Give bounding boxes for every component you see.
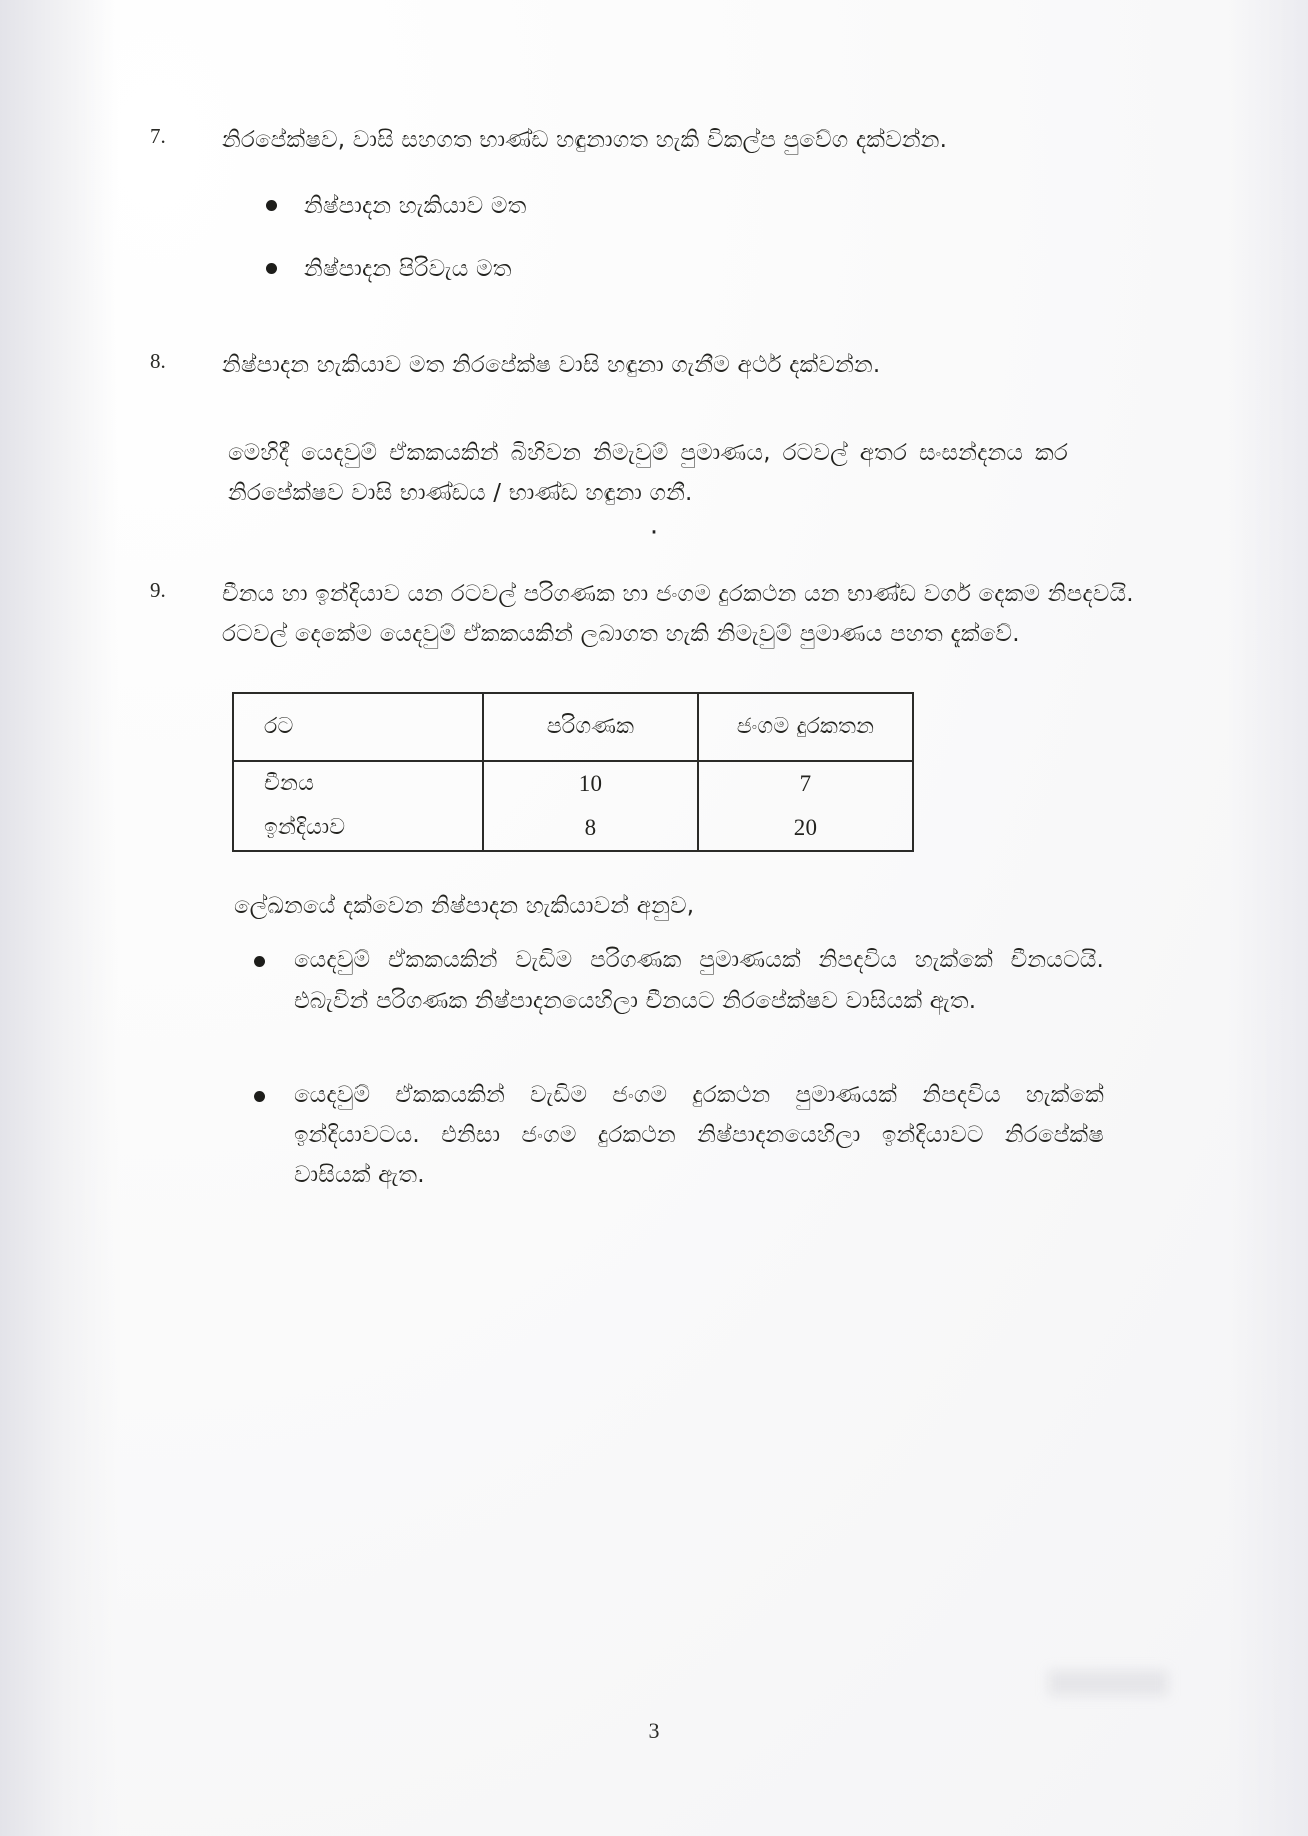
after-table-intro: ලේඛනයේ දක්වෙන නිෂ්පාදන හැකියාවන් අනුව, (234, 893, 695, 919)
question-9 (150, 574, 1158, 655)
production-table (232, 692, 914, 852)
table-cell-mobiles: 20 (698, 806, 913, 851)
question-9-text: චීනය හා ඉන්දියාව යන රටවල් පරිගණක හා ජංගම දුරකථන යන භාණ්ඩ වර්ග දෙකම නිපදවයි. රටවල් දෙකේම යෙදවුම් ඒකකයකින් ලබාගත හැකි නිමැවුම් පුමාණය පහත දැක්වේ. (222, 580, 1134, 647)
question-7 (150, 120, 1158, 160)
table-cell-computers: 8 (483, 806, 698, 851)
list-item: නිෂ්පාදන පිරිවැය මත (258, 249, 1158, 289)
question-9-number: 9. (150, 577, 166, 602)
question-8 (150, 345, 1158, 385)
table-cell-computers: 10 (483, 761, 698, 806)
table-header-mobiles: ජංගම දුරකතන (698, 693, 913, 761)
table-row (233, 761, 913, 806)
production-table-wrapper (232, 692, 1158, 852)
list-item: යෙදවුම් ඒකකයකින් වැඩිම පරිගණක පුමාණයක් නිපදවිය හැක්කේ චීනයටයි. එබැවින් පරිගණක නිෂ්පාදනයෙහිලා චීනයට නිරපේක්ෂව වාසියක් ඇත. (246, 940, 1104, 1021)
table-cell-country: ඉන්දියාව (233, 806, 483, 851)
scan-smudge (1048, 1670, 1168, 1696)
table-header-computers: පරිගණක (483, 693, 698, 761)
question-8-number: 8. (150, 348, 166, 373)
table-header-country: රට (233, 693, 483, 761)
table-header-row (233, 693, 913, 761)
question-7-text: නිරපේක්ෂව, වාසි සහගත භාණ්ඩ හඳුනාගත හැකි විකල්ප පුවේග දක්වන්න. (222, 127, 948, 153)
question-8-text: නිෂ්පාදන හැකියාව මත නිරපේක්ෂ වාසි හඳුනා ගැනීම අර්ථ දක්වන්න. (222, 351, 881, 378)
list-item: යෙදවුම් ඒකකයකින් වැඩිම ජංගම දුරකථන පුමාණයක් නිපදවිය හැක්කේ ඉන්දියාවටය. එනිසා ජංගම දුරකථන නිෂ්පාදනයෙහිලා ඉන්දියාවට නිරපේක්ෂ වාසියක් ඇත. (246, 1075, 1104, 1196)
table-cell-mobiles: 7 (698, 761, 913, 806)
question-7-bullet-list (150, 186, 1158, 289)
conclusion-bullet-list (150, 940, 1158, 1195)
question-7-number: 7. (150, 124, 166, 148)
paragraph-separator-dot: · (649, 517, 659, 548)
page-number: 3 (648, 1718, 660, 1743)
list-item: නිෂ්පාදන හැකියාව මත (258, 186, 1158, 226)
table-row (233, 806, 913, 851)
table-cell-country: චීනය (233, 761, 483, 806)
question-8-answer-paragraph: මෙහිදී යෙදවුම් ඒකකයකින් බිහිවන නිමැවුම් පුමාණය, රටවල් අතර සංසන්දනය කර නිරපේක්ෂව වාසි භාණ්ඩය / භාණ්ඩ හඳුනා ගනී. (228, 440, 1068, 507)
